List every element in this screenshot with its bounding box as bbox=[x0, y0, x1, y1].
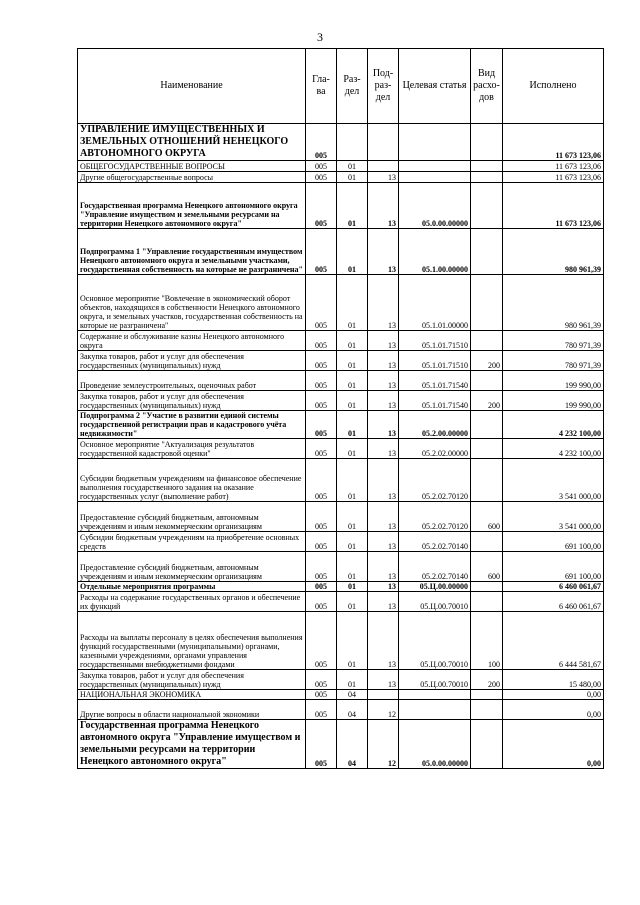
cell-glava: 005 bbox=[306, 275, 337, 331]
header-ispolneno: Исполнено bbox=[503, 49, 604, 124]
cell-glava: 005 bbox=[306, 690, 337, 700]
cell-name: Закупка товаров, работ и услуг для обеспечения государственных (муниципальных) нужд bbox=[78, 670, 306, 690]
cell-podrazdel: 13 bbox=[368, 552, 399, 582]
table-row bbox=[78, 612, 604, 670]
cell-vid bbox=[471, 183, 503, 229]
cell-glava: 005 bbox=[306, 552, 337, 582]
cell-razdel: 01 bbox=[337, 552, 368, 582]
table-row bbox=[78, 552, 604, 582]
table-row bbox=[78, 371, 604, 391]
cell-vid bbox=[471, 720, 503, 769]
cell-statya bbox=[399, 690, 471, 700]
cell-vid bbox=[471, 275, 503, 331]
header-name: Наименование bbox=[78, 49, 306, 124]
cell-razdel bbox=[337, 124, 368, 161]
cell-value: 980 961,39 bbox=[503, 275, 604, 331]
page-number: 3 bbox=[317, 30, 323, 44]
table-row bbox=[78, 690, 604, 700]
cell-name: НАЦИОНАЛЬНАЯ ЭКОНОМИКА bbox=[78, 690, 306, 700]
cell-vid bbox=[471, 371, 503, 391]
cell-statya: 05.Ц.00.70010 bbox=[399, 670, 471, 690]
cell-vid bbox=[471, 592, 503, 612]
cell-name: Другие вопросы в области национальной экономики bbox=[78, 700, 306, 720]
cell-value: 199 990,00 bbox=[503, 391, 604, 411]
cell-value: 0,00 bbox=[503, 700, 604, 720]
cell-podrazdel: 13 bbox=[368, 582, 399, 592]
cell-vid bbox=[471, 229, 503, 275]
cell-value: 11 673 123,06 bbox=[503, 161, 604, 172]
cell-razdel: 01 bbox=[337, 532, 368, 552]
table-row bbox=[78, 172, 604, 183]
cell-vid: 200 bbox=[471, 670, 503, 690]
header-glava: Гла-ва bbox=[306, 49, 337, 124]
cell-podrazdel: 13 bbox=[368, 351, 399, 371]
cell-podrazdel: 13 bbox=[368, 391, 399, 411]
cell-name: Предоставление субсидий бюджетным, автономным учреждениям и иным некоммерческим организациям bbox=[78, 502, 306, 532]
table-row bbox=[78, 439, 604, 459]
cell-razdel: 01 bbox=[337, 459, 368, 502]
cell-glava: 005 bbox=[306, 351, 337, 371]
cell-name: Расходы на выплаты персоналу в целях обеспечения выполнения функций государственными (муниципальными) органами, казенными учреждениями, органами управления государственными внебюджетными фондами bbox=[78, 612, 306, 670]
cell-glava: 005 bbox=[306, 229, 337, 275]
cell-podrazdel bbox=[368, 690, 399, 700]
cell-value: 11 673 123,06 bbox=[503, 172, 604, 183]
cell-name: Подпрограмма 1 "Управление государственным имуществом Ненецкого автономного округа и земельными участками, государственная собственность на которые не разграничена" bbox=[78, 229, 306, 275]
cell-statya bbox=[399, 124, 471, 161]
budget-table bbox=[77, 48, 604, 769]
cell-statya: 05.2.00.00000 bbox=[399, 411, 471, 439]
cell-glava: 005 bbox=[306, 172, 337, 183]
cell-vid bbox=[471, 582, 503, 592]
table-row bbox=[78, 124, 604, 161]
cell-podrazdel: 13 bbox=[368, 371, 399, 391]
cell-statya: 05.Ц.00.00000 bbox=[399, 582, 471, 592]
cell-glava: 005 bbox=[306, 161, 337, 172]
cell-razdel: 04 bbox=[337, 720, 368, 769]
cell-statya: 05.1.00.00000 bbox=[399, 229, 471, 275]
header-statya: Целевая статья bbox=[399, 49, 471, 124]
cell-vid bbox=[471, 700, 503, 720]
cell-name: Отдельные мероприятия программы bbox=[78, 582, 306, 592]
cell-statya: 05.1.01.71540 bbox=[399, 391, 471, 411]
cell-glava: 005 bbox=[306, 612, 337, 670]
cell-glava: 005 bbox=[306, 720, 337, 769]
cell-glava: 005 bbox=[306, 411, 337, 439]
cell-statya: 05.1.01.00000 bbox=[399, 275, 471, 331]
cell-razdel: 01 bbox=[337, 592, 368, 612]
cell-statya: 05.Ц.00.70010 bbox=[399, 592, 471, 612]
cell-value: 780 971,39 bbox=[503, 331, 604, 351]
table-row bbox=[78, 411, 604, 439]
cell-podrazdel: 13 bbox=[368, 331, 399, 351]
table-row bbox=[78, 670, 604, 690]
cell-value: 6 460 061,67 bbox=[503, 582, 604, 592]
header-vid: Вид расхо-дов bbox=[471, 49, 503, 124]
cell-razdel: 04 bbox=[337, 690, 368, 700]
cell-vid: 600 bbox=[471, 552, 503, 582]
cell-glava: 005 bbox=[306, 331, 337, 351]
table-row bbox=[78, 532, 604, 552]
cell-value: 0,00 bbox=[503, 720, 604, 769]
cell-value: 4 232 100,00 bbox=[503, 439, 604, 459]
header-podrazdel: Под-раз-дел bbox=[368, 49, 399, 124]
cell-value: 4 232 100,00 bbox=[503, 411, 604, 439]
cell-statya: 05.1.01.71510 bbox=[399, 351, 471, 371]
table-row bbox=[78, 183, 604, 229]
cell-statya: 05.2.02.00000 bbox=[399, 439, 471, 459]
table-row bbox=[78, 720, 604, 769]
table-row bbox=[78, 700, 604, 720]
cell-statya: 05.0.00.00000 bbox=[399, 183, 471, 229]
table-row bbox=[78, 582, 604, 592]
cell-vid bbox=[471, 690, 503, 700]
cell-razdel: 01 bbox=[337, 331, 368, 351]
cell-vid bbox=[471, 439, 503, 459]
cell-glava: 005 bbox=[306, 439, 337, 459]
cell-name: Основное мероприятие "Актуализация результатов государственной кадастровой оценки" bbox=[78, 439, 306, 459]
table-row bbox=[78, 502, 604, 532]
cell-value: 691 100,00 bbox=[503, 532, 604, 552]
cell-name: Расходы на содержание государственных органов и обеспечение их функций bbox=[78, 592, 306, 612]
cell-statya: 05.2.02.70140 bbox=[399, 552, 471, 582]
cell-name: Субсидии бюджетным учреждениям на финансовое обеспечение выполнения государственного задания на оказание государственных услуг (выполнение работ) bbox=[78, 459, 306, 502]
cell-razdel: 01 bbox=[337, 371, 368, 391]
cell-name: Государственная программа Ненецкого автономного округа "Управление имуществом и земельными ресурсами на территории Ненецкого автономного округа" bbox=[78, 720, 306, 769]
cell-name: Субсидии бюджетным учреждениям на приобретение основных средств bbox=[78, 532, 306, 552]
cell-razdel: 01 bbox=[337, 161, 368, 172]
cell-glava: 005 bbox=[306, 371, 337, 391]
cell-vid bbox=[471, 172, 503, 183]
cell-podrazdel: 13 bbox=[368, 459, 399, 502]
cell-podrazdel: 13 bbox=[368, 183, 399, 229]
cell-podrazdel: 13 bbox=[368, 612, 399, 670]
table-row bbox=[78, 331, 604, 351]
cell-glava: 005 bbox=[306, 670, 337, 690]
cell-razdel: 01 bbox=[337, 183, 368, 229]
cell-statya: 05.2.02.70120 bbox=[399, 459, 471, 502]
cell-value: 11 673 123,06 bbox=[503, 124, 604, 161]
cell-value: 6 460 061,67 bbox=[503, 592, 604, 612]
cell-podrazdel: 13 bbox=[368, 592, 399, 612]
table-row bbox=[78, 161, 604, 172]
table-row bbox=[78, 229, 604, 275]
cell-glava: 005 bbox=[306, 183, 337, 229]
table-row bbox=[78, 592, 604, 612]
cell-value: 3 541 000,00 bbox=[503, 459, 604, 502]
cell-name: ОБЩЕГОСУДАРСТВЕННЫЕ ВОПРОСЫ bbox=[78, 161, 306, 172]
cell-statya: 05.2.02.70140 bbox=[399, 532, 471, 552]
cell-glava: 005 bbox=[306, 592, 337, 612]
cell-value: 691 100,00 bbox=[503, 552, 604, 582]
cell-vid bbox=[471, 411, 503, 439]
cell-podrazdel: 13 bbox=[368, 502, 399, 532]
cell-razdel: 01 bbox=[337, 612, 368, 670]
cell-vid: 600 bbox=[471, 502, 503, 532]
cell-razdel: 01 bbox=[337, 411, 368, 439]
cell-statya: 05.1.01.71510 bbox=[399, 331, 471, 351]
table-row bbox=[78, 275, 604, 331]
cell-name: Предоставление субсидий бюджетным, автономным учреждениям и иным некоммерческим организациям bbox=[78, 552, 306, 582]
cell-podrazdel: 12 bbox=[368, 720, 399, 769]
cell-vid: 200 bbox=[471, 391, 503, 411]
cell-vid bbox=[471, 331, 503, 351]
cell-value: 780 971,39 bbox=[503, 351, 604, 371]
cell-glava: 005 bbox=[306, 700, 337, 720]
cell-glava: 005 bbox=[306, 124, 337, 161]
cell-podrazdel: 13 bbox=[368, 229, 399, 275]
cell-podrazdel: 13 bbox=[368, 532, 399, 552]
cell-podrazdel: 13 bbox=[368, 670, 399, 690]
cell-name: Основное мероприятие "Вовлечение в экономический оборот объектов, находящихся в собственности Ненецкого автономного округа, и земельных участков, государственная собственность на которые не разграничена" bbox=[78, 275, 306, 331]
cell-name: Закупка товаров, работ и услуг для обеспечения государственных (муниципальных) нужд bbox=[78, 391, 306, 411]
cell-glava: 005 bbox=[306, 502, 337, 532]
cell-razdel: 04 bbox=[337, 700, 368, 720]
cell-podrazdel: 12 bbox=[368, 700, 399, 720]
cell-name: Закупка товаров, работ и услуг для обеспечения государственных (муниципальных) нужд bbox=[78, 351, 306, 371]
cell-podrazdel bbox=[368, 124, 399, 161]
cell-name: Государственная программа Ненецкого автономного округа "Управление имуществом и земельными ресурсами на территории Ненецкого автономного округа" bbox=[78, 183, 306, 229]
cell-name: Проведение землеустроительных, оценочных работ bbox=[78, 371, 306, 391]
cell-podrazdel: 13 bbox=[368, 172, 399, 183]
cell-vid bbox=[471, 532, 503, 552]
cell-razdel: 01 bbox=[337, 172, 368, 183]
cell-razdel: 01 bbox=[337, 670, 368, 690]
cell-razdel: 01 bbox=[337, 275, 368, 331]
cell-vid bbox=[471, 124, 503, 161]
cell-statya bbox=[399, 161, 471, 172]
cell-statya: 05.0.00.00000 bbox=[399, 720, 471, 769]
cell-value: 11 673 123,06 bbox=[503, 183, 604, 229]
cell-value: 980 961,39 bbox=[503, 229, 604, 275]
cell-vid bbox=[471, 459, 503, 502]
cell-name: УПРАВЛЕНИЕ ИМУЩЕСТВЕННЫХ И ЗЕМЕЛЬНЫХ ОТНОШЕНИЙ НЕНЕЦКОГО АВТОНОМНОГО ОКРУГА bbox=[78, 124, 306, 161]
cell-vid: 200 bbox=[471, 351, 503, 371]
cell-podrazdel: 13 bbox=[368, 411, 399, 439]
table-row bbox=[78, 459, 604, 502]
cell-statya: 05.1.01.71540 bbox=[399, 371, 471, 391]
cell-glava: 005 bbox=[306, 582, 337, 592]
cell-name: Содержание и обслуживание казны Ненецкого автономного округа bbox=[78, 331, 306, 351]
cell-glava: 005 bbox=[306, 391, 337, 411]
header-razdel: Раз-дел bbox=[337, 49, 368, 124]
cell-value: 0,00 bbox=[503, 690, 604, 700]
cell-vid: 100 bbox=[471, 612, 503, 670]
cell-podrazdel bbox=[368, 161, 399, 172]
cell-name: Другие общегосударственные вопросы bbox=[78, 172, 306, 183]
cell-value: 3 541 000,00 bbox=[503, 502, 604, 532]
cell-razdel: 01 bbox=[337, 391, 368, 411]
cell-razdel: 01 bbox=[337, 582, 368, 592]
cell-name: Подпрограмма 2 "Участие в развитии единой системы государственной регистрации прав и кадастрового учёта недвижимости" bbox=[78, 411, 306, 439]
cell-statya bbox=[399, 700, 471, 720]
table-row bbox=[78, 391, 604, 411]
cell-glava: 005 bbox=[306, 532, 337, 552]
cell-razdel: 01 bbox=[337, 229, 368, 275]
cell-statya: 05.Ц.00.70010 bbox=[399, 612, 471, 670]
cell-glava: 005 bbox=[306, 459, 337, 502]
cell-podrazdel: 13 bbox=[368, 275, 399, 331]
header-row bbox=[78, 49, 604, 124]
cell-value: 6 444 581,67 bbox=[503, 612, 604, 670]
cell-razdel: 01 bbox=[337, 502, 368, 532]
cell-vid bbox=[471, 161, 503, 172]
cell-podrazdel: 13 bbox=[368, 439, 399, 459]
cell-statya: 05.2.02.70120 bbox=[399, 502, 471, 532]
cell-value: 15 480,00 bbox=[503, 670, 604, 690]
cell-razdel: 01 bbox=[337, 439, 368, 459]
cell-statya bbox=[399, 172, 471, 183]
cell-value: 199 990,00 bbox=[503, 371, 604, 391]
cell-razdel: 01 bbox=[337, 351, 368, 371]
table-row bbox=[78, 351, 604, 371]
